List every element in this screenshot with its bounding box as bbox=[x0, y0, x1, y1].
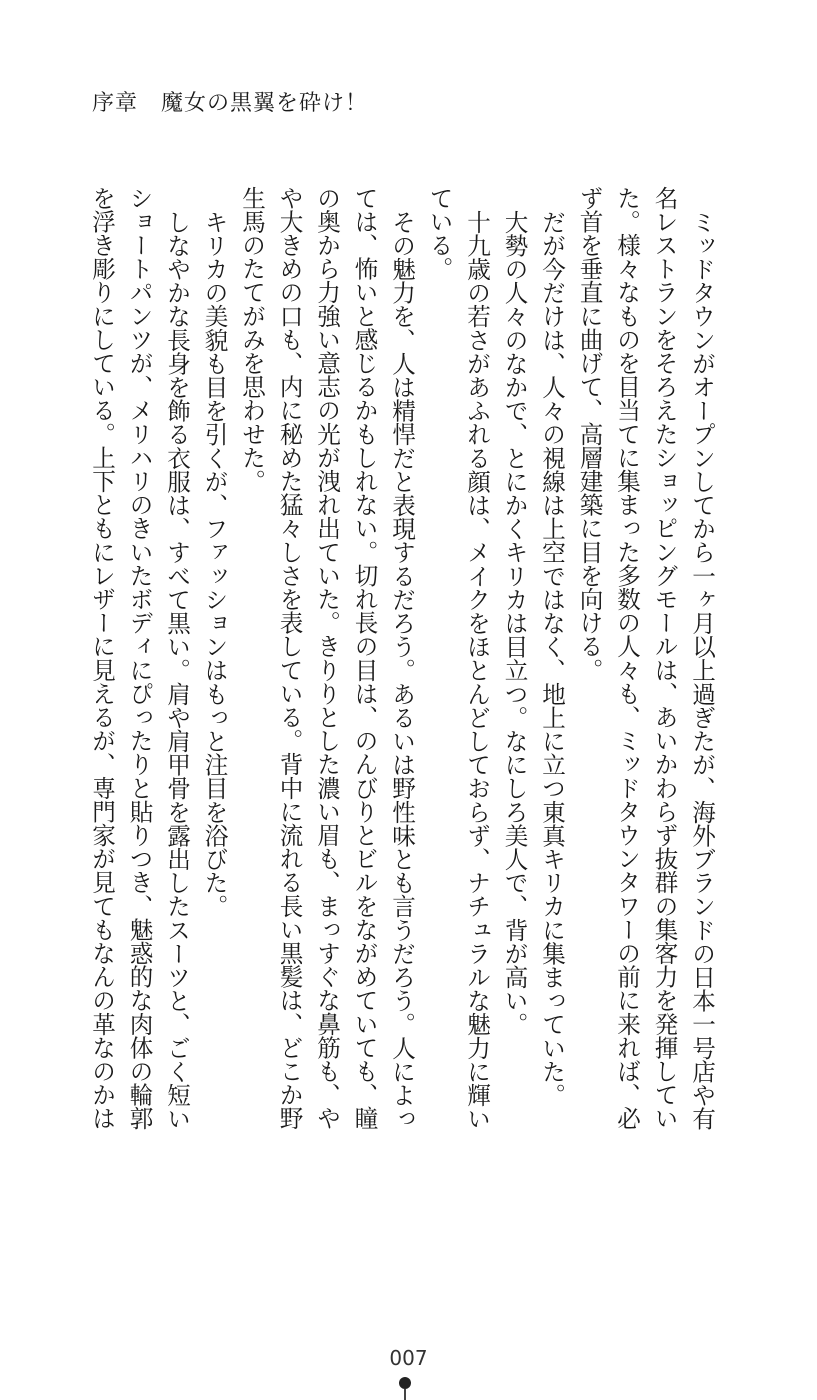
text-column: 十九歳の若さがあふれる顔は、メイクをほとんどしておらず、ナチュラルな魅力に輝い bbox=[463, 209, 491, 1130]
vertical-body-text bbox=[82, 186, 720, 1146]
text-column: 名レストランをそろえたショッピングモールは、あいかわらず抜群の集客力を発揮してい bbox=[650, 186, 679, 1130]
text-column: 生馬のたてがみを思わせた。 bbox=[238, 186, 266, 493]
text-column: 大勢の人々のなかで、とにかくキリカは目立つ。なにしろ美人で、背が高い。 bbox=[500, 209, 529, 1036]
text-column: や大きめの口も、内に秘めた猛々しさを表している。背中に流れる長い黒髪は、どこか野 bbox=[275, 186, 304, 1130]
page-number: 007 bbox=[389, 1346, 428, 1370]
text-column: ミッドタウンがオープンしてから一ヶ月以上過ぎたが、海外ブランドの日本一号店や有 bbox=[688, 209, 716, 1130]
text-column: の奥から力強い意志の光が洩れ出ていた。きりりとした濃い眉も、まっすぐな鼻筋も、や bbox=[313, 186, 341, 1130]
text-column: た。様々なものを目当てに集まった多数の人々も、ミッドタウンタワーの前に来れば、必 bbox=[613, 186, 641, 1130]
text-column: キリカの美貌も目を引くが、ファッションはもっと注目を浴びた。 bbox=[200, 209, 229, 918]
chapter-header: 序章 魔女の黒翼を砕け！ bbox=[92, 91, 369, 116]
text-column: ず首を垂直に曲げて、高層建築に目を向ける。 bbox=[575, 186, 604, 682]
text-column: ショートパンツが、メリハリのきいたボディにぴったりと貼りつき、魅惑的な肉体の輪郭 bbox=[125, 186, 154, 1130]
page-marker-stem bbox=[404, 1389, 406, 1400]
text-column: ている。 bbox=[425, 186, 454, 281]
page-marker-dot bbox=[399, 1377, 411, 1389]
text-column: を浮き彫りにしている。上下ともにレザーに見えるが、専門家が見てもなんの革なのかは bbox=[88, 186, 116, 1130]
text-column: その魅力を、人は精悍だと表現するだろう。あるいは野性味とも言うだろう。人によっ bbox=[388, 209, 416, 1130]
text-column: ては、怖いと感じるかもしれない。切れ長の目は、のんびりとビルをながめていても、瞳 bbox=[350, 186, 379, 1130]
text-column: だが今だけは、人々の視線は上空ではなく、地上に立つ東真キリカに集まっていた。 bbox=[538, 209, 566, 1107]
text-column: しなやかな長身を飾る衣服は、すべて黒い。肩や肩甲骨を露出したスーツと、ごく短い bbox=[163, 209, 191, 1130]
